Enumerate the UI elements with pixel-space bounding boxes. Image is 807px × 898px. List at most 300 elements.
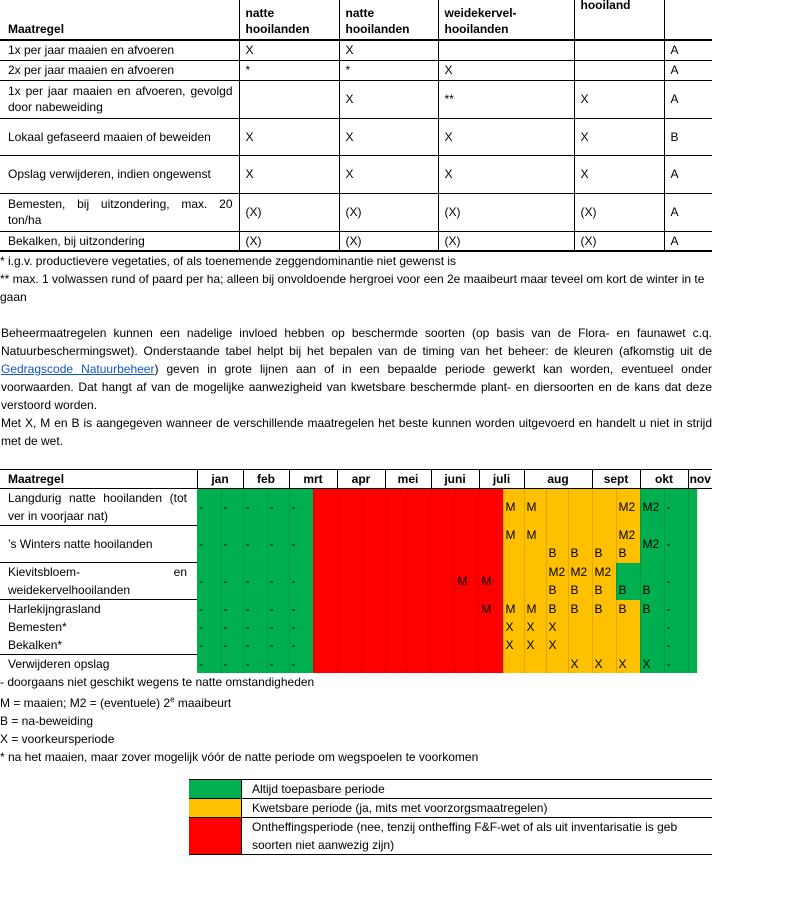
period-cell bbox=[407, 526, 431, 563]
period-cell bbox=[243, 563, 267, 600]
cell-mark: B bbox=[570, 602, 579, 616]
table-row bbox=[0, 193, 712, 231]
cell: A bbox=[664, 60, 712, 80]
cell-mark: - bbox=[245, 620, 250, 634]
period-cell bbox=[197, 526, 221, 563]
period-cell bbox=[592, 563, 616, 600]
cell-mark: X bbox=[526, 620, 535, 634]
cell-mark: - bbox=[199, 638, 203, 652]
row-label-line: Harlekijngrasland bbox=[8, 602, 101, 616]
cell: (X) bbox=[574, 193, 664, 231]
period-cell bbox=[197, 563, 221, 600]
legend-note-5: * na het maaien, maar zover mogelijk vóór de natte periode om wegspoelen te voorkomen bbox=[0, 750, 479, 764]
legend-note-3: B = na-beweiding bbox=[0, 714, 94, 728]
cell-mark bbox=[571, 618, 590, 636]
cell-mark: - bbox=[223, 500, 228, 515]
row-label bbox=[0, 563, 197, 600]
month-aug: aug bbox=[524, 470, 592, 489]
period-cell bbox=[431, 526, 455, 563]
period-cell bbox=[267, 526, 289, 563]
period-cell bbox=[664, 563, 688, 600]
period-cell bbox=[455, 600, 479, 655]
cell-mark: M2 bbox=[618, 528, 636, 542]
period-cell bbox=[524, 655, 546, 674]
cell-mark: X bbox=[505, 620, 514, 634]
period-cell bbox=[503, 563, 524, 600]
cell-mark: M bbox=[481, 602, 492, 616]
color-legend bbox=[189, 779, 712, 855]
month-juli: juli bbox=[479, 470, 524, 489]
legend-swatch-green bbox=[189, 780, 242, 799]
period-cell bbox=[616, 600, 640, 655]
note-text: maaibeurt bbox=[174, 696, 232, 710]
cell-mark: X bbox=[548, 620, 557, 634]
period-cell bbox=[431, 489, 455, 526]
header-col-3: weidekervel- hooilanden bbox=[438, 0, 574, 40]
cell-mark: B bbox=[618, 583, 627, 597]
cell-mark: - bbox=[245, 602, 250, 616]
period-cell bbox=[455, 526, 479, 563]
row-label: 1x per jaar maaien en afvoeren, gevolgd door nabeweiding bbox=[0, 80, 239, 118]
cell-mark bbox=[506, 544, 522, 562]
period-cell bbox=[455, 489, 479, 526]
period-cell bbox=[546, 526, 568, 563]
period-cell bbox=[337, 489, 361, 526]
cell-mark: - bbox=[269, 620, 274, 634]
header-col-4: hooiland bbox=[574, 0, 664, 40]
cell-mark: B bbox=[570, 546, 579, 560]
cell-mark: - bbox=[666, 537, 671, 551]
period-cell bbox=[640, 563, 664, 600]
cell-mark: - bbox=[199, 537, 203, 551]
period-cell bbox=[289, 489, 313, 526]
cell-mark: - bbox=[245, 537, 250, 551]
cell-mark: - bbox=[245, 656, 250, 671]
row-label: Bekalken, bij uitzondering bbox=[0, 231, 239, 251]
cell: ** bbox=[438, 80, 574, 118]
row-label: Lokaal gefaseerd maaien of beweiden bbox=[0, 118, 239, 155]
period-cell bbox=[503, 655, 524, 674]
period-cell bbox=[592, 655, 616, 674]
paragraph-text: ) geven in grote lijnen aan of in een bepaalde periode gewerkt kan worden, eventueel onder voorwaarden. Dat hangt af van de mogelijke aanwezigheid van kwetsbare beschermde plant- en diersoorten en de kans dat deze verstoord worden. bbox=[1, 362, 712, 412]
period-cell bbox=[313, 600, 337, 655]
cell: A bbox=[664, 80, 712, 118]
cell-mark: - bbox=[666, 500, 671, 515]
cell: * bbox=[339, 60, 438, 80]
period-cell bbox=[197, 489, 221, 526]
cell: X bbox=[438, 118, 574, 155]
cell-mark: M bbox=[457, 574, 468, 588]
table-row bbox=[0, 60, 712, 80]
cell-mark: X bbox=[594, 656, 603, 671]
period-cell bbox=[546, 489, 568, 526]
period-cell bbox=[688, 655, 697, 674]
gedragscode-link[interactable]: Gedragscode Natuurbeheer bbox=[1, 362, 155, 376]
period-cell bbox=[431, 563, 455, 600]
cell-mark: B bbox=[548, 583, 557, 597]
cell-mark: M bbox=[505, 500, 516, 515]
cell-mark: - bbox=[269, 537, 274, 551]
cell-mark: - bbox=[245, 638, 250, 652]
cell: (X) bbox=[574, 231, 664, 251]
cell-mark: - bbox=[199, 602, 203, 616]
row-label-line: Bemesten* bbox=[8, 620, 67, 634]
cell-mark: - bbox=[666, 656, 671, 671]
period-cell bbox=[361, 563, 385, 600]
cell-mark: B bbox=[642, 602, 651, 616]
period-cell bbox=[479, 526, 503, 563]
table-row bbox=[0, 40, 712, 60]
cell-mark: M2 bbox=[618, 500, 636, 515]
cell: (X) bbox=[438, 193, 574, 231]
cell-mark: B bbox=[642, 583, 651, 597]
month-jan: jan bbox=[197, 470, 243, 489]
cell: (X) bbox=[339, 231, 438, 251]
cell-mark: - bbox=[291, 500, 296, 515]
period-cell bbox=[221, 655, 243, 674]
cell: X bbox=[239, 118, 339, 155]
month-apr: apr bbox=[337, 470, 385, 489]
cell-mark bbox=[527, 563, 544, 581]
period-cell bbox=[640, 600, 664, 655]
period-cell bbox=[455, 563, 479, 600]
period-cell bbox=[688, 489, 697, 526]
cell: X bbox=[438, 155, 574, 193]
cell-mark: - bbox=[666, 574, 671, 588]
period-cell bbox=[503, 526, 524, 563]
period-cell bbox=[337, 526, 361, 563]
legend-row bbox=[189, 780, 712, 799]
period-cell bbox=[431, 600, 455, 655]
month-okt: okt bbox=[640, 470, 688, 489]
cell-mark: - bbox=[269, 656, 274, 671]
period-cell bbox=[568, 526, 592, 563]
cell-mark bbox=[527, 581, 544, 599]
timing-table-header bbox=[0, 470, 712, 489]
cell: X bbox=[438, 60, 574, 80]
period-cell bbox=[546, 563, 568, 600]
header-maatregel: Maatregel bbox=[0, 0, 239, 40]
cell bbox=[438, 40, 574, 60]
period-cell bbox=[361, 489, 385, 526]
row-label bbox=[0, 600, 197, 655]
period-cell bbox=[664, 655, 688, 674]
footnote-1: * i.g.v. productievere vegetaties, of als toenemende zeggendominantie niet gewenst is bbox=[0, 254, 457, 268]
cell-mark bbox=[643, 618, 662, 636]
table-row bbox=[0, 155, 712, 193]
table-row bbox=[0, 526, 712, 563]
cell-mark: X bbox=[570, 656, 579, 671]
cell-mark: - bbox=[223, 620, 228, 634]
period-cell bbox=[337, 655, 361, 674]
cell: (X) bbox=[339, 193, 438, 231]
cell: A bbox=[664, 40, 712, 60]
cell: A bbox=[664, 155, 712, 193]
cell-mark bbox=[571, 526, 590, 544]
period-cell bbox=[616, 489, 640, 526]
cell bbox=[574, 40, 664, 60]
period-cell bbox=[568, 489, 592, 526]
cell-mark: - bbox=[269, 574, 274, 588]
cell bbox=[574, 60, 664, 80]
period-cell bbox=[361, 526, 385, 563]
period-cell bbox=[688, 563, 697, 600]
cell-mark: X bbox=[526, 638, 535, 652]
cell-mark: - bbox=[199, 500, 203, 515]
row-label bbox=[0, 489, 197, 526]
period-cell bbox=[385, 600, 407, 655]
period-cell bbox=[407, 489, 431, 526]
cell: B bbox=[664, 118, 712, 155]
month-mrt: mrt bbox=[289, 470, 337, 489]
cell-mark: - bbox=[291, 537, 296, 551]
table-row bbox=[0, 231, 712, 251]
cell-mark: M bbox=[526, 500, 537, 515]
cell-mark bbox=[482, 618, 501, 636]
month-mei: mei bbox=[385, 470, 431, 489]
table-row bbox=[0, 563, 712, 600]
period-cell bbox=[524, 600, 546, 655]
cell-mark bbox=[643, 636, 662, 654]
row-label bbox=[0, 526, 197, 563]
period-cell bbox=[197, 655, 221, 674]
period-cell bbox=[337, 600, 361, 655]
cell-mark: B bbox=[594, 583, 603, 597]
period-cell bbox=[431, 655, 455, 674]
legend-text: Altijd toepasbare periode bbox=[242, 780, 713, 799]
period-cell bbox=[407, 563, 431, 600]
cell-mark: X bbox=[642, 656, 651, 671]
period-cell bbox=[479, 489, 503, 526]
period-cell bbox=[221, 563, 243, 600]
table-row bbox=[0, 118, 712, 155]
table-row bbox=[0, 489, 712, 526]
cell-mark bbox=[571, 636, 590, 654]
period-cell bbox=[221, 600, 243, 655]
cell: A bbox=[664, 193, 712, 231]
cell: * bbox=[239, 60, 339, 80]
header-col-2: natte hooilanden bbox=[339, 0, 438, 40]
cell-mark bbox=[595, 618, 614, 636]
cell-mark: - bbox=[269, 638, 274, 652]
legend-note-1: - doorgaans niet geschikt wegens te natte omstandigheden bbox=[0, 675, 315, 689]
row-label-line: Kievitsbloem- en weidekervelhooilanden bbox=[8, 565, 187, 597]
period-cell bbox=[592, 526, 616, 563]
cell: X bbox=[574, 155, 664, 193]
period-cell bbox=[221, 526, 243, 563]
period-cell bbox=[503, 489, 524, 526]
cell-mark bbox=[619, 636, 638, 654]
cell-mark: - bbox=[223, 537, 228, 551]
period-cell bbox=[313, 526, 337, 563]
period-cell bbox=[197, 600, 221, 655]
cell-mark: B bbox=[618, 546, 627, 560]
period-cell bbox=[267, 600, 289, 655]
cell-mark: B bbox=[594, 602, 603, 616]
period-cell bbox=[243, 600, 267, 655]
period-cell bbox=[664, 526, 688, 563]
cell-mark: - bbox=[291, 620, 296, 634]
cell-mark: B bbox=[548, 546, 557, 560]
cell-mark bbox=[482, 636, 501, 654]
cell-mark: - bbox=[291, 656, 296, 671]
period-cell bbox=[592, 600, 616, 655]
legend-row bbox=[189, 799, 712, 818]
cell-mark: - bbox=[666, 620, 671, 634]
cell-mark: - bbox=[223, 574, 228, 588]
row-label: Bemesten, bij uitzondering, max. 20 ton/ha bbox=[0, 193, 239, 231]
legend-text bbox=[242, 818, 713, 855]
period-cell bbox=[243, 489, 267, 526]
cell-mark: - bbox=[291, 638, 296, 652]
period-cell bbox=[243, 655, 267, 674]
cell-mark: - bbox=[245, 574, 250, 588]
legend-text-line: Ontheffingsperiode (nee, tenzij ontheffing F&F-wet of als uit inventarisatie is geb bbox=[252, 820, 678, 834]
month-sept: sept bbox=[592, 470, 640, 489]
cell-mark: - bbox=[199, 574, 203, 588]
row-label-line: Bekalken* bbox=[8, 638, 63, 652]
cell-mark bbox=[527, 544, 544, 562]
period-cell bbox=[479, 563, 503, 600]
table-row bbox=[0, 655, 712, 674]
cell-mark: - bbox=[291, 602, 296, 616]
cell: X bbox=[339, 80, 438, 118]
cell: A bbox=[664, 231, 712, 251]
legend-swatch-red bbox=[189, 818, 242, 855]
period-cell bbox=[221, 489, 243, 526]
cell-mark: M bbox=[481, 574, 492, 588]
cell: X bbox=[339, 155, 438, 193]
cell-mark: B bbox=[618, 602, 627, 616]
intro-paragraph-2: Met X, M en B is aangegeven wanneer de verschillende maatregelen het beste kunnen worden uitgevoerd en handelt u niet in strijd met de wet. bbox=[1, 416, 712, 448]
note-text: M = maaien; M2 = (eventuele) 2 bbox=[0, 696, 171, 710]
period-cell bbox=[664, 489, 688, 526]
period-cell bbox=[568, 655, 592, 674]
cell-mark: X bbox=[505, 638, 514, 652]
row-label: 1x per jaar maaien en afvoeren bbox=[0, 40, 239, 60]
row-label bbox=[0, 655, 197, 674]
cell-mark: M2 bbox=[642, 537, 660, 551]
period-cell bbox=[503, 600, 524, 655]
month-nov: nov bbox=[688, 470, 712, 489]
legend-note-2 bbox=[0, 691, 712, 712]
table-row bbox=[0, 80, 712, 118]
period-cell bbox=[313, 655, 337, 674]
period-cell bbox=[546, 655, 568, 674]
cell-mark: B bbox=[548, 602, 557, 616]
period-cell bbox=[524, 563, 546, 600]
measures-table-header bbox=[0, 0, 712, 40]
cell-mark bbox=[619, 563, 638, 581]
paragraph-text: Beheermaatregelen kunnen een nadelige invloed hebben op beschermde soorten (op basis van de Flora- en faunawet c.q. Natuurbeschermingswet). Onderstaande tabel helpt bij het bepalen van de timing van het beheer: de kleuren (afkomstig uit de bbox=[1, 326, 712, 358]
period-cell bbox=[546, 600, 568, 655]
period-cell bbox=[267, 563, 289, 600]
period-cell bbox=[385, 655, 407, 674]
cell-mark: - bbox=[666, 602, 671, 616]
cell-mark: - bbox=[269, 602, 274, 616]
row-label-line: Langdurig natte hooilanden (tot ver in voorjaar nat) bbox=[8, 491, 187, 523]
period-cell bbox=[289, 526, 313, 563]
cell-mark: M bbox=[505, 528, 516, 542]
period-cell bbox=[524, 489, 546, 526]
note-sup: e bbox=[170, 695, 175, 704]
cell-mark: B bbox=[570, 583, 579, 597]
period-cell bbox=[243, 526, 267, 563]
cell: X bbox=[239, 40, 339, 60]
row-label: Opslag verwijderen, indien ongewenst bbox=[0, 155, 239, 193]
period-cell bbox=[568, 600, 592, 655]
cell-mark: M2 bbox=[570, 565, 588, 579]
row-label-line: Verwijderen opslag bbox=[8, 657, 110, 671]
period-cell bbox=[455, 655, 479, 674]
cell-mark: M2 bbox=[548, 565, 566, 579]
month-juni: juni bbox=[431, 470, 479, 489]
cell-mark bbox=[595, 526, 614, 544]
period-cell bbox=[640, 655, 664, 674]
cell-mark: M bbox=[526, 528, 537, 542]
intro-paragraph bbox=[0, 324, 712, 414]
period-cell bbox=[524, 526, 546, 563]
measures-table bbox=[0, 0, 712, 252]
period-cell bbox=[361, 655, 385, 674]
period-cell bbox=[592, 489, 616, 526]
cell-mark: - bbox=[291, 574, 296, 588]
cell-mark: M bbox=[526, 602, 537, 616]
period-cell bbox=[407, 600, 431, 655]
table-row bbox=[0, 600, 712, 655]
period-cell bbox=[688, 600, 697, 655]
period-cell bbox=[267, 489, 289, 526]
month-feb: feb bbox=[243, 470, 289, 489]
period-cell bbox=[313, 489, 337, 526]
cell-mark: - bbox=[199, 620, 203, 634]
period-cell bbox=[640, 526, 664, 563]
period-cell bbox=[361, 600, 385, 655]
period-cell bbox=[337, 563, 361, 600]
period-cell bbox=[664, 600, 688, 655]
cell: X bbox=[574, 80, 664, 118]
cell-mark bbox=[595, 636, 614, 654]
period-cell bbox=[616, 655, 640, 674]
cell: X bbox=[574, 118, 664, 155]
cell-mark: B bbox=[594, 546, 603, 560]
cell-mark: M2 bbox=[642, 500, 660, 515]
cell: (X) bbox=[239, 193, 339, 231]
legend-swatch-orange bbox=[189, 799, 242, 818]
period-cell bbox=[616, 526, 640, 563]
period-cell bbox=[640, 489, 664, 526]
period-cell bbox=[289, 600, 313, 655]
cell-mark: - bbox=[269, 500, 274, 515]
cell-mark: X bbox=[618, 656, 627, 671]
cell: X bbox=[239, 155, 339, 193]
legend-text-line: soorten niet aanwezig zijn) bbox=[252, 838, 395, 852]
cell-mark: - bbox=[223, 656, 228, 671]
period-cell bbox=[479, 600, 503, 655]
cell bbox=[239, 80, 339, 118]
cell-mark: - bbox=[223, 602, 228, 616]
row-label: 2x per jaar maaien en afvoeren bbox=[0, 60, 239, 80]
period-cell bbox=[688, 526, 697, 563]
cell-mark bbox=[549, 526, 566, 544]
period-cell bbox=[267, 655, 289, 674]
period-cell bbox=[385, 563, 407, 600]
header-maatregel: Maatregel bbox=[0, 470, 197, 489]
cell: (X) bbox=[239, 231, 339, 251]
row-label-line: ’s Winters natte hooilanden bbox=[8, 537, 153, 551]
cell: X bbox=[339, 40, 438, 60]
cell-mark: M bbox=[505, 602, 516, 616]
